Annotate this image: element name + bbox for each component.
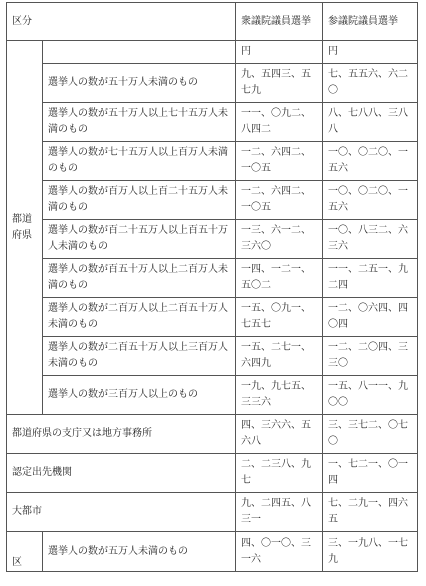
row-house-value: 一五、二七一、六四九 bbox=[236, 337, 323, 376]
row-house-value: 一四、一二一、五〇二 bbox=[236, 259, 323, 298]
branch-office-council-value: 三、三七二、〇七〇 bbox=[323, 415, 418, 454]
election-cost-table bbox=[6, 2, 418, 572]
major-city-house-value: 九、二四五、八三一 bbox=[236, 493, 323, 532]
row-desc: 選挙人の数が百五十万人以上二百万人未満のもの bbox=[43, 259, 236, 298]
major-city-row bbox=[7, 493, 418, 532]
row-desc: 選挙人の数が五十万人未満のもの bbox=[43, 64, 236, 103]
row-house-value: 一二、六四二、一〇五 bbox=[236, 181, 323, 220]
table-row bbox=[7, 103, 418, 142]
prefecture-label: 都道府県 bbox=[7, 41, 43, 415]
certified-agency-row bbox=[7, 454, 418, 493]
major-city-council-value: 七、二九一、四六五 bbox=[323, 493, 418, 532]
certified-agency-council-value: 一、七二一、〇一四 bbox=[323, 454, 418, 493]
row-desc: 選挙人の数が七十五万人以上百万人未満のもの bbox=[43, 142, 236, 181]
row-council-value: 一二、二〇四、三三〇 bbox=[323, 337, 418, 376]
row-council-value: 一一、二五一、九二四 bbox=[323, 259, 418, 298]
unit-desc-empty bbox=[43, 41, 236, 64]
row-house-value: 四、〇一〇、三一六 bbox=[236, 532, 323, 572]
unit-house: 円 bbox=[236, 41, 323, 64]
row-desc: 選挙人の数が二百五十万人以上三百万人未満のもの bbox=[43, 337, 236, 376]
certified-agency-house-value: 二、二三八、九七 bbox=[236, 454, 323, 493]
row-house-value: 一二、六四二、一〇五 bbox=[236, 142, 323, 181]
branch-office-row bbox=[7, 415, 418, 454]
row-council-value: 一〇、〇二〇、一五六 bbox=[323, 181, 418, 220]
table-row bbox=[7, 142, 418, 181]
row-house-value: 九、五四三、五七九 bbox=[236, 64, 323, 103]
table-row bbox=[7, 532, 418, 572]
row-desc: 選挙人の数が二百万人以上二百五十万人未満のもの bbox=[43, 298, 236, 337]
row-council-value: 八、七八八、三八八 bbox=[323, 103, 418, 142]
row-council-value: 一〇、八三二、六三六 bbox=[323, 220, 418, 259]
table-row bbox=[7, 181, 418, 220]
row-desc: 選挙人の数が百万人以上百二十五万人未満のもの bbox=[43, 181, 236, 220]
table-row bbox=[7, 259, 418, 298]
table-row bbox=[7, 337, 418, 376]
row-desc: 選挙人の数が三百万人以上のもの bbox=[43, 376, 236, 415]
row-house-value: 一五、〇九一、七五七 bbox=[236, 298, 323, 337]
row-council-value: 一〇、〇二〇、一五六 bbox=[323, 142, 418, 181]
table-row bbox=[7, 220, 418, 259]
ward-label: 区 bbox=[7, 532, 43, 572]
unit-row bbox=[7, 41, 418, 64]
row-council-value: 一五、八一一、九〇〇 bbox=[323, 376, 418, 415]
table-row bbox=[7, 64, 418, 103]
header-house-election: 衆議院議員選挙 bbox=[236, 3, 323, 41]
branch-office-label: 都道府県の支庁又は地方事務所 bbox=[7, 415, 236, 454]
branch-office-house-value: 四、三六六、五六八 bbox=[236, 415, 323, 454]
row-house-value: 一三、六一二、三六〇 bbox=[236, 220, 323, 259]
row-desc: 選挙人の数が五万人未満のもの bbox=[43, 532, 236, 572]
table-row bbox=[7, 376, 418, 415]
row-desc: 選挙人の数が五十万人以上七十五万人未満のもの bbox=[43, 103, 236, 142]
major-city-label: 大都市 bbox=[7, 493, 236, 532]
row-council-value: 三、一九八、一七九 bbox=[323, 532, 418, 572]
header-council-election: 参議院議員選挙 bbox=[323, 3, 418, 41]
row-house-value: 一九、九七五、三三六 bbox=[236, 376, 323, 415]
row-council-value: 七、五五六、六二〇 bbox=[323, 64, 418, 103]
unit-council: 円 bbox=[323, 41, 418, 64]
table-row bbox=[7, 298, 418, 337]
header-category: 区分 bbox=[7, 3, 236, 41]
row-council-value: 一二、〇六四、四〇四 bbox=[323, 298, 418, 337]
certified-agency-label: 認定出先機関 bbox=[7, 454, 236, 493]
row-house-value: 一一、〇九二、八四二 bbox=[236, 103, 323, 142]
header-row bbox=[7, 3, 418, 41]
row-desc: 選挙人の数が百二十五万人以上百五十万人未満のもの bbox=[43, 220, 236, 259]
